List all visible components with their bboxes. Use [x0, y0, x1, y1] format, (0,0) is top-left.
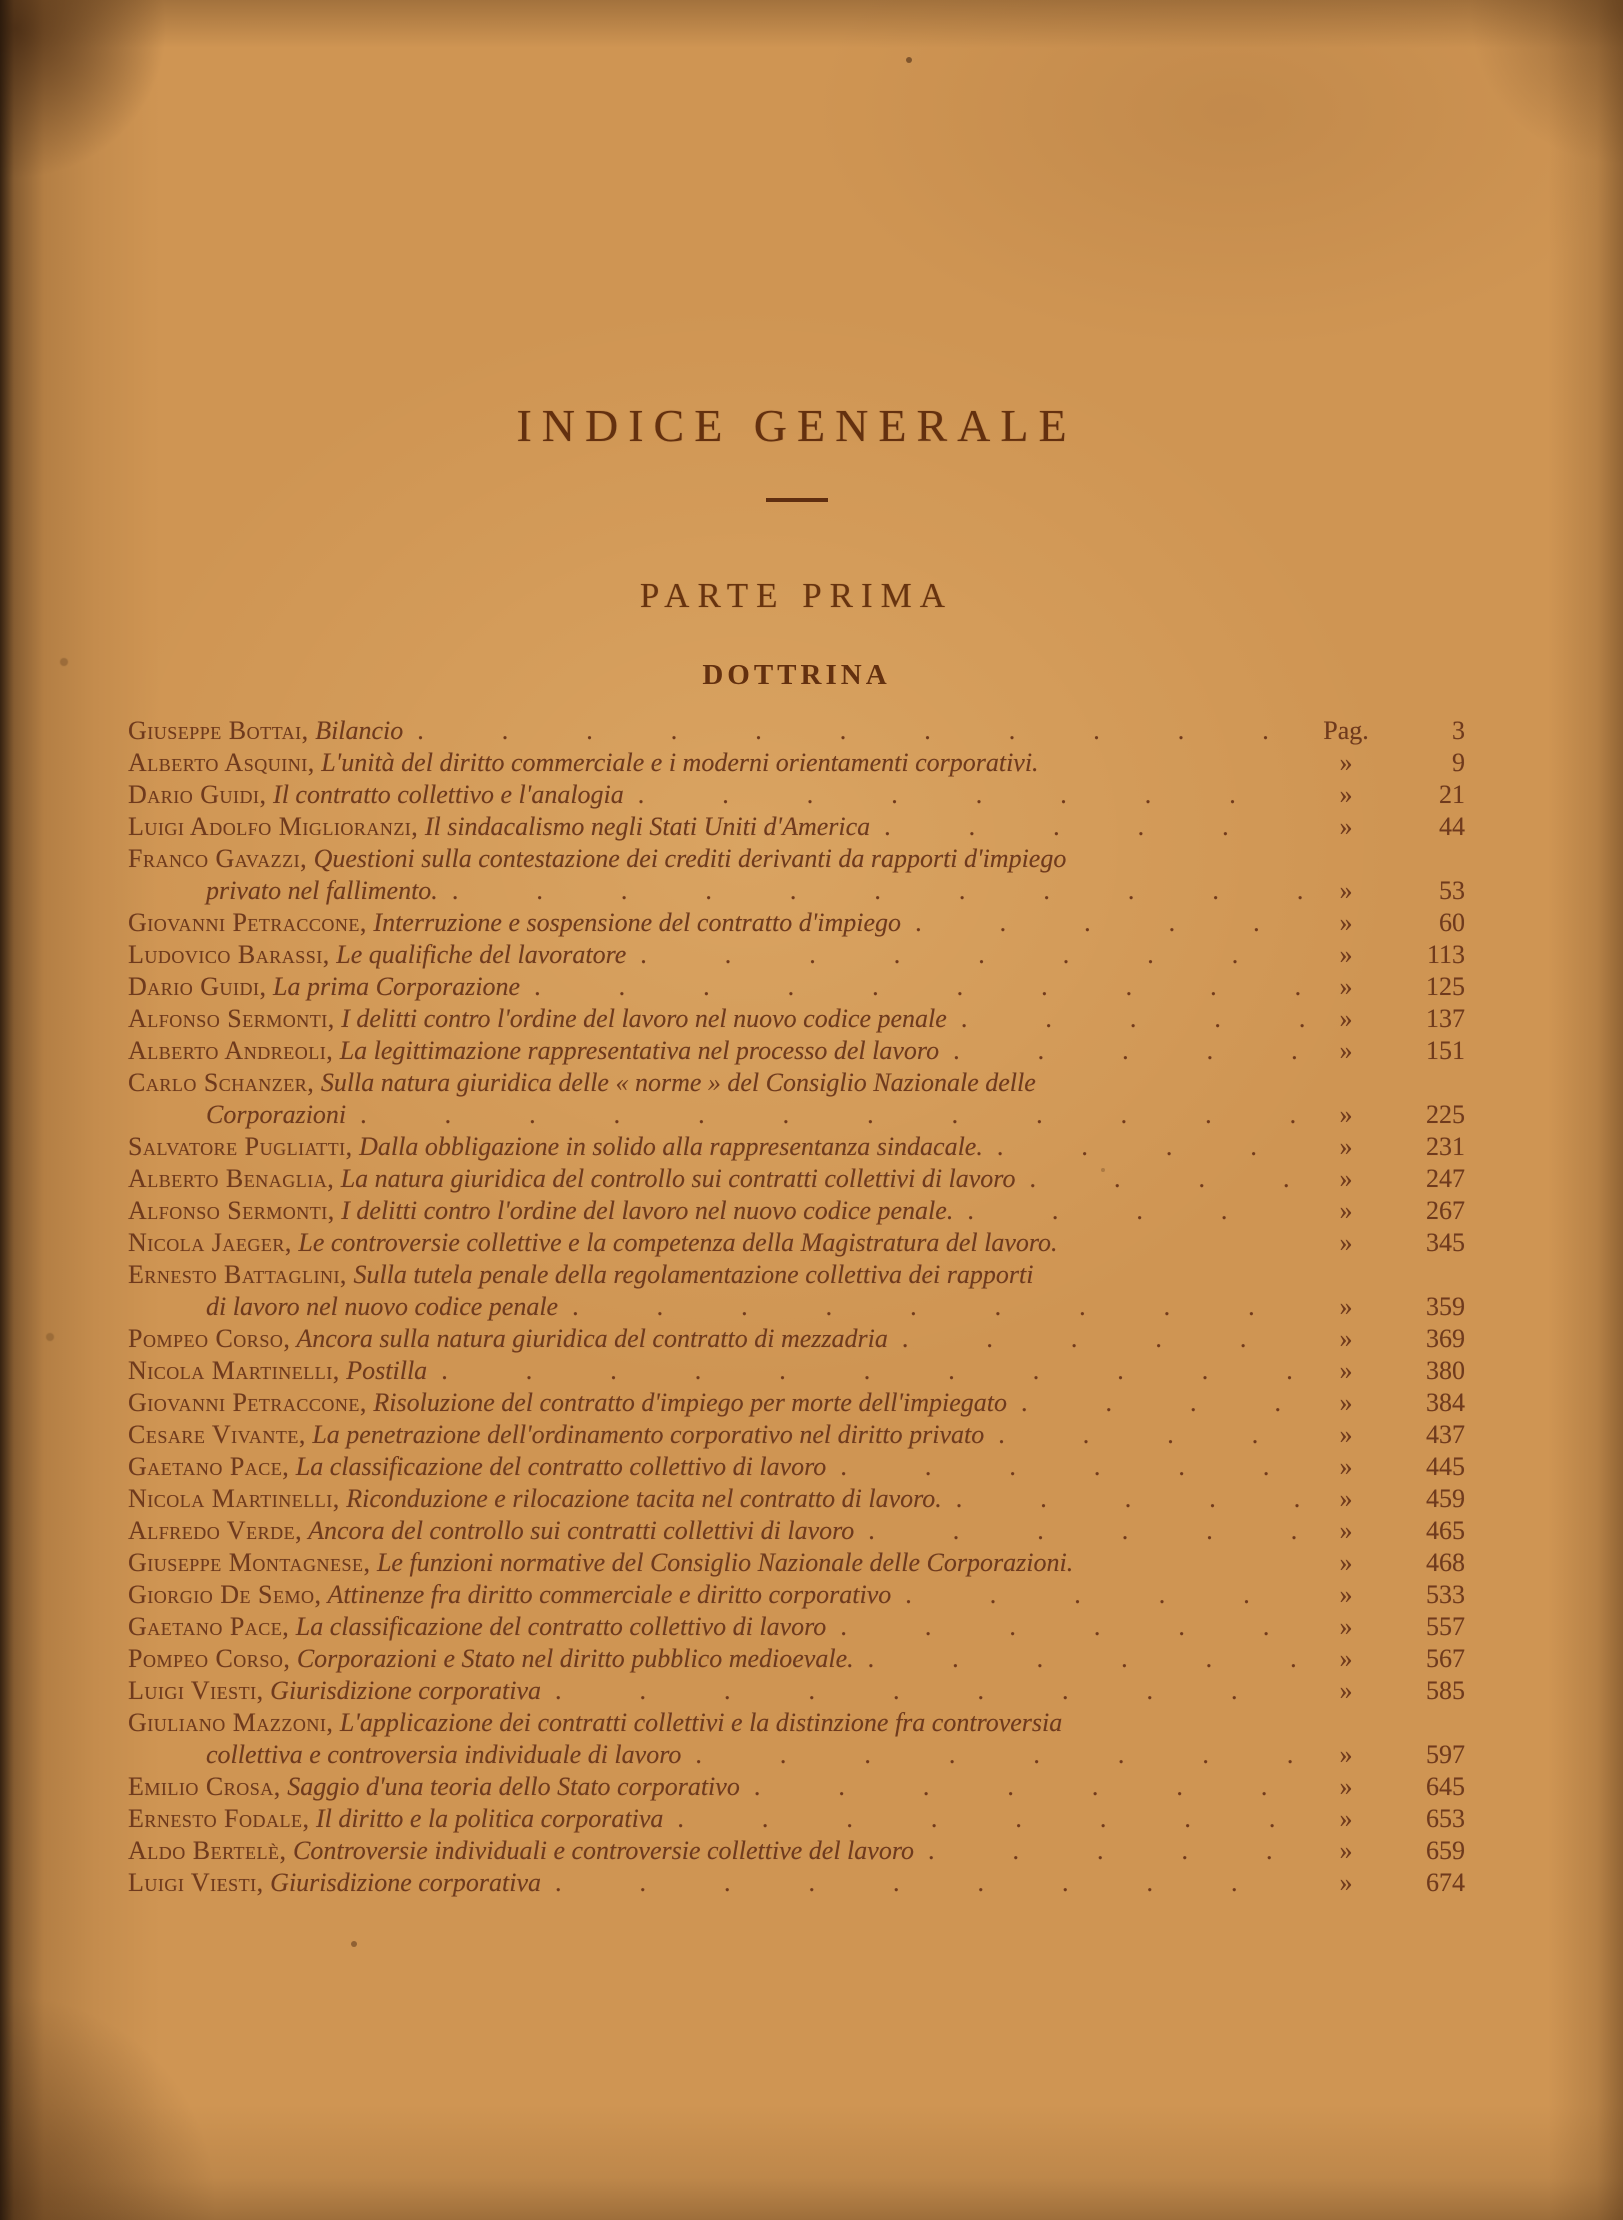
entry-continuation-text	[128, 875, 438, 907]
page-ref: »	[1339, 1516, 1353, 1545]
page-number: 645	[1426, 1772, 1465, 1801]
entry-title: Giurisdizione corporativa	[263, 1868, 542, 1897]
entry-text	[128, 1323, 888, 1355]
entry-text	[128, 1708, 1062, 1737]
entry-title: L'unità del diritto commerciale e i moderni orientamenti corporativi.	[314, 748, 1039, 777]
page-ref: »	[1339, 1132, 1353, 1161]
toc-entry	[128, 1675, 1465, 1707]
page-number: 60	[1439, 908, 1465, 937]
page-ref: Pag.	[1323, 716, 1369, 745]
toc-entry	[128, 1387, 1465, 1419]
toc-entry	[128, 1195, 1465, 1227]
toc-entry	[128, 1643, 1465, 1675]
toc-entry	[128, 779, 1465, 811]
entry-author: Alfredo Verde,	[128, 1516, 303, 1545]
entry-author: Salvatore Pugliatti,	[128, 1132, 353, 1161]
entry-text	[128, 1195, 953, 1227]
page-ref: »	[1339, 1740, 1353, 1769]
entry-author: Gaetano Pace,	[128, 1452, 290, 1481]
entry-title: Ancora sulla natura giuridica del contratto di mezzadria	[290, 1324, 888, 1353]
entry-author: Alfonso Sermonti,	[128, 1004, 335, 1033]
page-title: INDICE GENERALE	[516, 400, 1077, 451]
toc-entry	[128, 1515, 1465, 1547]
page-number: 659	[1426, 1836, 1465, 1865]
entry-text	[128, 1068, 1036, 1097]
entry-author: Alberto Benaglia,	[128, 1164, 335, 1193]
page-number: 445	[1426, 1452, 1465, 1481]
dot-leader	[956, 1483, 1305, 1515]
entry-title: La legittimazione rappresentativa nel processo del lavoro	[333, 1036, 940, 1065]
toc-entry	[128, 1451, 1465, 1483]
entry-title: L'applicazione dei contratti collettivi e la distinzione fra controversia	[333, 1708, 1063, 1737]
entry-text	[128, 1771, 740, 1803]
entry-author: Franco Gavazzi,	[128, 844, 308, 873]
page-ref: »	[1339, 876, 1353, 905]
entry-title: Le qualifiche del lavoratore	[329, 940, 627, 969]
toc-entry	[128, 1771, 1465, 1803]
entry-title: Controversie individuali e controversie collettive del lavoro	[286, 1836, 914, 1865]
entry-continuation: privato nel fallimento.	[206, 876, 438, 905]
dot-leader	[640, 939, 1305, 971]
page-number: 345	[1426, 1228, 1465, 1257]
entry-text	[128, 971, 520, 1003]
page-number: 53	[1439, 876, 1465, 905]
page-ref: »	[1339, 1772, 1353, 1801]
page-ref: »	[1339, 1388, 1353, 1417]
entry-text	[128, 907, 901, 939]
dot-leader	[928, 1835, 1305, 1867]
entry-title: Postilla	[339, 1356, 428, 1385]
entry-continuation-text	[128, 1099, 346, 1131]
toc-entry	[128, 747, 1465, 779]
entry-text	[128, 939, 626, 971]
toc-entry	[128, 811, 1465, 843]
dot-leader	[915, 907, 1305, 939]
entry-text	[128, 1131, 983, 1163]
entry-author: Nicola Martinelli,	[128, 1484, 340, 1513]
entry-text	[128, 1227, 1058, 1259]
page-number: 113	[1426, 940, 1465, 969]
toc-entry	[128, 1163, 1465, 1195]
entry-title: Il contratto collettivo e l'analogia	[266, 780, 624, 809]
entry-text	[128, 1355, 427, 1387]
page-ref: »	[1339, 1836, 1353, 1865]
dot-leader	[884, 811, 1305, 843]
entry-author: Luigi Adolfo Miglioranzi,	[128, 812, 419, 841]
page-number: 21	[1439, 780, 1465, 809]
dot-leader	[868, 1515, 1305, 1547]
dot-leader	[555, 1675, 1305, 1707]
dot-leader	[417, 715, 1305, 747]
entry-text	[128, 811, 870, 843]
toc-entry	[128, 1227, 1465, 1259]
entry-continuation: di lavoro nel nuovo codice penale	[206, 1292, 559, 1321]
entry-continuation-text	[128, 1291, 558, 1323]
dot-leader	[902, 1323, 1305, 1355]
toc-entry	[128, 1547, 1465, 1579]
page-number: 3	[1452, 716, 1465, 745]
entry-text	[128, 1835, 914, 1867]
page-number: 267	[1426, 1196, 1465, 1225]
page-number: 468	[1426, 1548, 1465, 1577]
page-number: 137	[1426, 1004, 1465, 1033]
entry-author: Giovanni Petraccone,	[128, 908, 367, 937]
entry-continuation: Corporazioni	[206, 1100, 347, 1129]
page-ref: »	[1339, 1228, 1353, 1257]
page-number: 653	[1426, 1804, 1465, 1833]
page-number: 151	[1426, 1036, 1465, 1065]
entry-text	[128, 715, 403, 747]
toc-entry	[128, 843, 1465, 907]
entry-author: Ludovico Barassi,	[128, 940, 330, 969]
entry-author: Nicola Martinelli,	[128, 1356, 340, 1385]
page-number: 597	[1426, 1740, 1465, 1769]
toc-entry	[128, 939, 1465, 971]
page-ref: »	[1339, 1324, 1353, 1353]
entry-continuation-text	[128, 1739, 681, 1771]
toc-entry	[128, 1707, 1465, 1771]
entry-author: Cesare Vivante,	[128, 1420, 306, 1449]
entry-title: Le controversie collettive e la competenza della Magistratura del lavoro.	[291, 1228, 1058, 1257]
entry-title: I delitti contro l'ordine del lavoro nel nuovo codice penale.	[334, 1196, 954, 1225]
dot-leader	[360, 1099, 1305, 1131]
page-ref: »	[1339, 1196, 1353, 1225]
dot-leader	[840, 1611, 1305, 1643]
page-ref: »	[1339, 1548, 1353, 1577]
page-number: 437	[1426, 1420, 1465, 1449]
page-ref: »	[1339, 812, 1353, 841]
entry-text	[128, 1643, 854, 1675]
toc-entry	[128, 1611, 1465, 1643]
entry-title: Sulla natura giuridica delle « norme » del Consiglio Nazionale delle	[314, 1068, 1036, 1097]
toc-entry	[128, 1067, 1465, 1131]
page-ref: »	[1339, 748, 1353, 777]
entry-author: Carlo Schanzer,	[128, 1068, 315, 1097]
entry-text	[128, 779, 624, 811]
entry-text	[128, 1867, 541, 1899]
page-number: 567	[1426, 1644, 1465, 1673]
page-ref: »	[1339, 940, 1353, 969]
entry-title: Le funzioni normative del Consiglio Nazionale delle Corporazioni.	[370, 1548, 1074, 1577]
toc-entry	[128, 1003, 1465, 1035]
dot-leader	[555, 1867, 1305, 1899]
entry-author: Dario Guidi,	[128, 780, 267, 809]
entry-title: Attinenze fra diritto commerciale e diritto corporativo	[321, 1580, 892, 1609]
page-ref: »	[1339, 780, 1353, 809]
page-ref: »	[1339, 1004, 1353, 1033]
dot-leader	[695, 1739, 1305, 1771]
title-rule	[766, 498, 828, 502]
entry-author: Gaetano Pace,	[128, 1612, 290, 1641]
entry-title: Riconduzione e rilocazione tacita nel contratto di lavoro.	[339, 1484, 942, 1513]
page-ref: »	[1339, 1804, 1353, 1833]
entry-text	[128, 1483, 942, 1515]
entry-author: Nicola Jaeger,	[128, 1228, 292, 1257]
toc-entry	[128, 715, 1465, 747]
entry-author: Ernesto Battaglini,	[128, 1260, 347, 1289]
entry-title: Sulla tutela penale della regolamentazione collettiva dei rapporti	[346, 1260, 1034, 1289]
entry-text	[128, 1163, 1015, 1195]
toc-entry	[128, 1355, 1465, 1387]
dot-leader	[997, 1131, 1305, 1163]
entry-text	[128, 747, 1039, 779]
page-number: 9	[1452, 748, 1465, 777]
entry-title: Interruzione e sospensione del contratto d'impiego	[366, 908, 902, 937]
toc-entry	[128, 1483, 1465, 1515]
entry-title: Dalla obbligazione in solido alla rappresentanza sindacale.	[352, 1132, 983, 1161]
entry-text	[128, 1675, 541, 1707]
entry-text	[128, 1547, 1073, 1579]
page-number: 247	[1426, 1164, 1465, 1193]
page-ref: »	[1339, 1100, 1353, 1129]
entry-text	[128, 1451, 826, 1483]
page-ref: »	[1339, 1356, 1353, 1385]
toc-entry	[128, 1131, 1465, 1163]
section-heading: DOTTRINA	[702, 659, 891, 691]
entry-author: Ernesto Fodale,	[128, 1804, 310, 1833]
entry-title: La natura giuridica del controllo sui contratti collettivi di lavoro	[334, 1164, 1016, 1193]
page-number: 231	[1426, 1132, 1465, 1161]
entry-text	[128, 1035, 939, 1067]
toc-entry	[128, 1579, 1465, 1611]
entry-author: Giorgio De Semo,	[128, 1580, 322, 1609]
entry-continuation: collettiva e controversia individuale di lavoro	[206, 1740, 682, 1769]
entry-title: Saggio d'una teoria dello Stato corporativo	[280, 1772, 740, 1801]
entry-title: Giurisdizione corporativa	[263, 1676, 542, 1705]
entry-text	[128, 1803, 663, 1835]
dot-leader	[905, 1579, 1305, 1611]
entry-author: Pompeo Corso,	[128, 1324, 291, 1353]
dot-leader	[967, 1195, 1305, 1227]
entry-text	[128, 1003, 947, 1035]
entry-author: Luigi Viesti,	[128, 1676, 264, 1705]
entry-text	[128, 1419, 984, 1451]
entry-author: Alberto Andreoli,	[128, 1036, 334, 1065]
entry-author: Giovanni Petraccone,	[128, 1388, 367, 1417]
toc-entry	[128, 1035, 1465, 1067]
dot-leader	[1021, 1387, 1305, 1419]
toc-entry	[128, 907, 1465, 939]
entry-title: Il diritto e la politica corporativa	[309, 1804, 664, 1833]
page-ref: »	[1339, 1868, 1353, 1897]
page-number: 585	[1426, 1676, 1465, 1705]
toc-entries	[128, 715, 1465, 1899]
dot-leader	[534, 971, 1305, 1003]
entry-author: Giuseppe Montagnese,	[128, 1548, 371, 1577]
toc-entry	[128, 1259, 1465, 1323]
page-number: 369	[1426, 1324, 1465, 1353]
paper-specks	[0, 0, 4, 4]
page-ref: »	[1339, 1644, 1353, 1673]
dot-leader	[961, 1003, 1305, 1035]
entry-author: Alfonso Sermonti,	[128, 1196, 335, 1225]
entry-author: Emilio Crosa,	[128, 1772, 281, 1801]
dot-leader	[638, 779, 1305, 811]
entry-title: Bilancio	[308, 716, 404, 745]
entry-author: Giuseppe Bottai,	[128, 716, 309, 745]
dot-leader	[452, 875, 1305, 907]
entry-author: Dario Guidi,	[128, 972, 267, 1001]
dot-leader	[998, 1419, 1305, 1451]
page-ref: »	[1339, 908, 1353, 937]
dot-leader	[572, 1291, 1305, 1323]
toc-entry	[128, 1867, 1465, 1899]
entry-text	[128, 844, 1066, 873]
entry-title: Il sindacalismo negli Stati Uniti d'America	[418, 812, 871, 841]
page-ref: »	[1339, 1292, 1353, 1321]
toc-entry	[128, 1835, 1465, 1867]
entry-title: Corporazioni e Stato nel diritto pubblico medioevale.	[290, 1644, 854, 1673]
toc-entry	[128, 1803, 1465, 1835]
page-ref: »	[1339, 1484, 1353, 1513]
toc-entry	[128, 1323, 1465, 1355]
page-number: 225	[1426, 1100, 1465, 1129]
dot-leader	[677, 1803, 1305, 1835]
page-number: 674	[1426, 1868, 1465, 1897]
page-number: 384	[1426, 1388, 1465, 1417]
dot-leader	[754, 1771, 1305, 1803]
page-number: 125	[1426, 972, 1465, 1001]
page-number: 557	[1426, 1612, 1465, 1641]
dot-leader	[1029, 1163, 1305, 1195]
part-heading: PARTE PRIMA	[639, 576, 954, 615]
entry-title: Ancora del controllo sui contratti collettivi di lavoro	[302, 1516, 855, 1545]
page-ref: »	[1339, 1612, 1353, 1641]
entry-author: Luigi Viesti,	[128, 1868, 264, 1897]
page-content	[128, 400, 1465, 1899]
page-number: 465	[1426, 1516, 1465, 1545]
entry-author: Alberto Asquini,	[128, 748, 315, 777]
page-ref: »	[1339, 972, 1353, 1001]
page-ref: »	[1339, 1420, 1353, 1449]
entry-text	[128, 1611, 826, 1643]
entry-title: Risoluzione del contratto d'impiego per morte dell'impiegato	[366, 1388, 1008, 1417]
entry-title: La penetrazione dell'ordinamento corporativo nel diritto privato	[305, 1420, 985, 1449]
page-ref: »	[1339, 1036, 1353, 1065]
entry-title: La prima Corporazione	[266, 972, 521, 1001]
page-ref: »	[1339, 1676, 1353, 1705]
entry-title: Questioni sulla contestazione dei crediti derivanti da rapporti d'impiego	[307, 844, 1067, 873]
dot-leader	[441, 1355, 1305, 1387]
entry-title: I delitti contro l'ordine del lavoro nel nuovo codice penale	[334, 1004, 947, 1033]
page-ref: »	[1339, 1164, 1353, 1193]
page-number: 380	[1426, 1356, 1465, 1385]
page-number: 359	[1426, 1292, 1465, 1321]
page-number: 533	[1426, 1580, 1465, 1609]
entry-title: La classificazione del contratto collettivo di lavoro	[289, 1452, 827, 1481]
dot-leader	[953, 1035, 1305, 1067]
entry-author: Pompeo Corso,	[128, 1644, 291, 1673]
entry-text	[128, 1387, 1007, 1419]
entry-text	[128, 1515, 854, 1547]
toc-entry	[128, 1419, 1465, 1451]
entry-author: Giuliano Mazzoni,	[128, 1708, 334, 1737]
dot-leader	[840, 1451, 1305, 1483]
page-number: 44	[1439, 812, 1465, 841]
page-ref: »	[1339, 1452, 1353, 1481]
page-ref: »	[1339, 1580, 1353, 1609]
entry-title: La classificazione del contratto collettivo di lavoro	[289, 1612, 827, 1641]
entry-author: Aldo Bertelè,	[128, 1836, 287, 1865]
toc-entry	[128, 971, 1465, 1003]
page-number: 459	[1426, 1484, 1465, 1513]
entry-text	[128, 1579, 891, 1611]
entry-text	[128, 1260, 1033, 1289]
dot-leader	[868, 1643, 1305, 1675]
